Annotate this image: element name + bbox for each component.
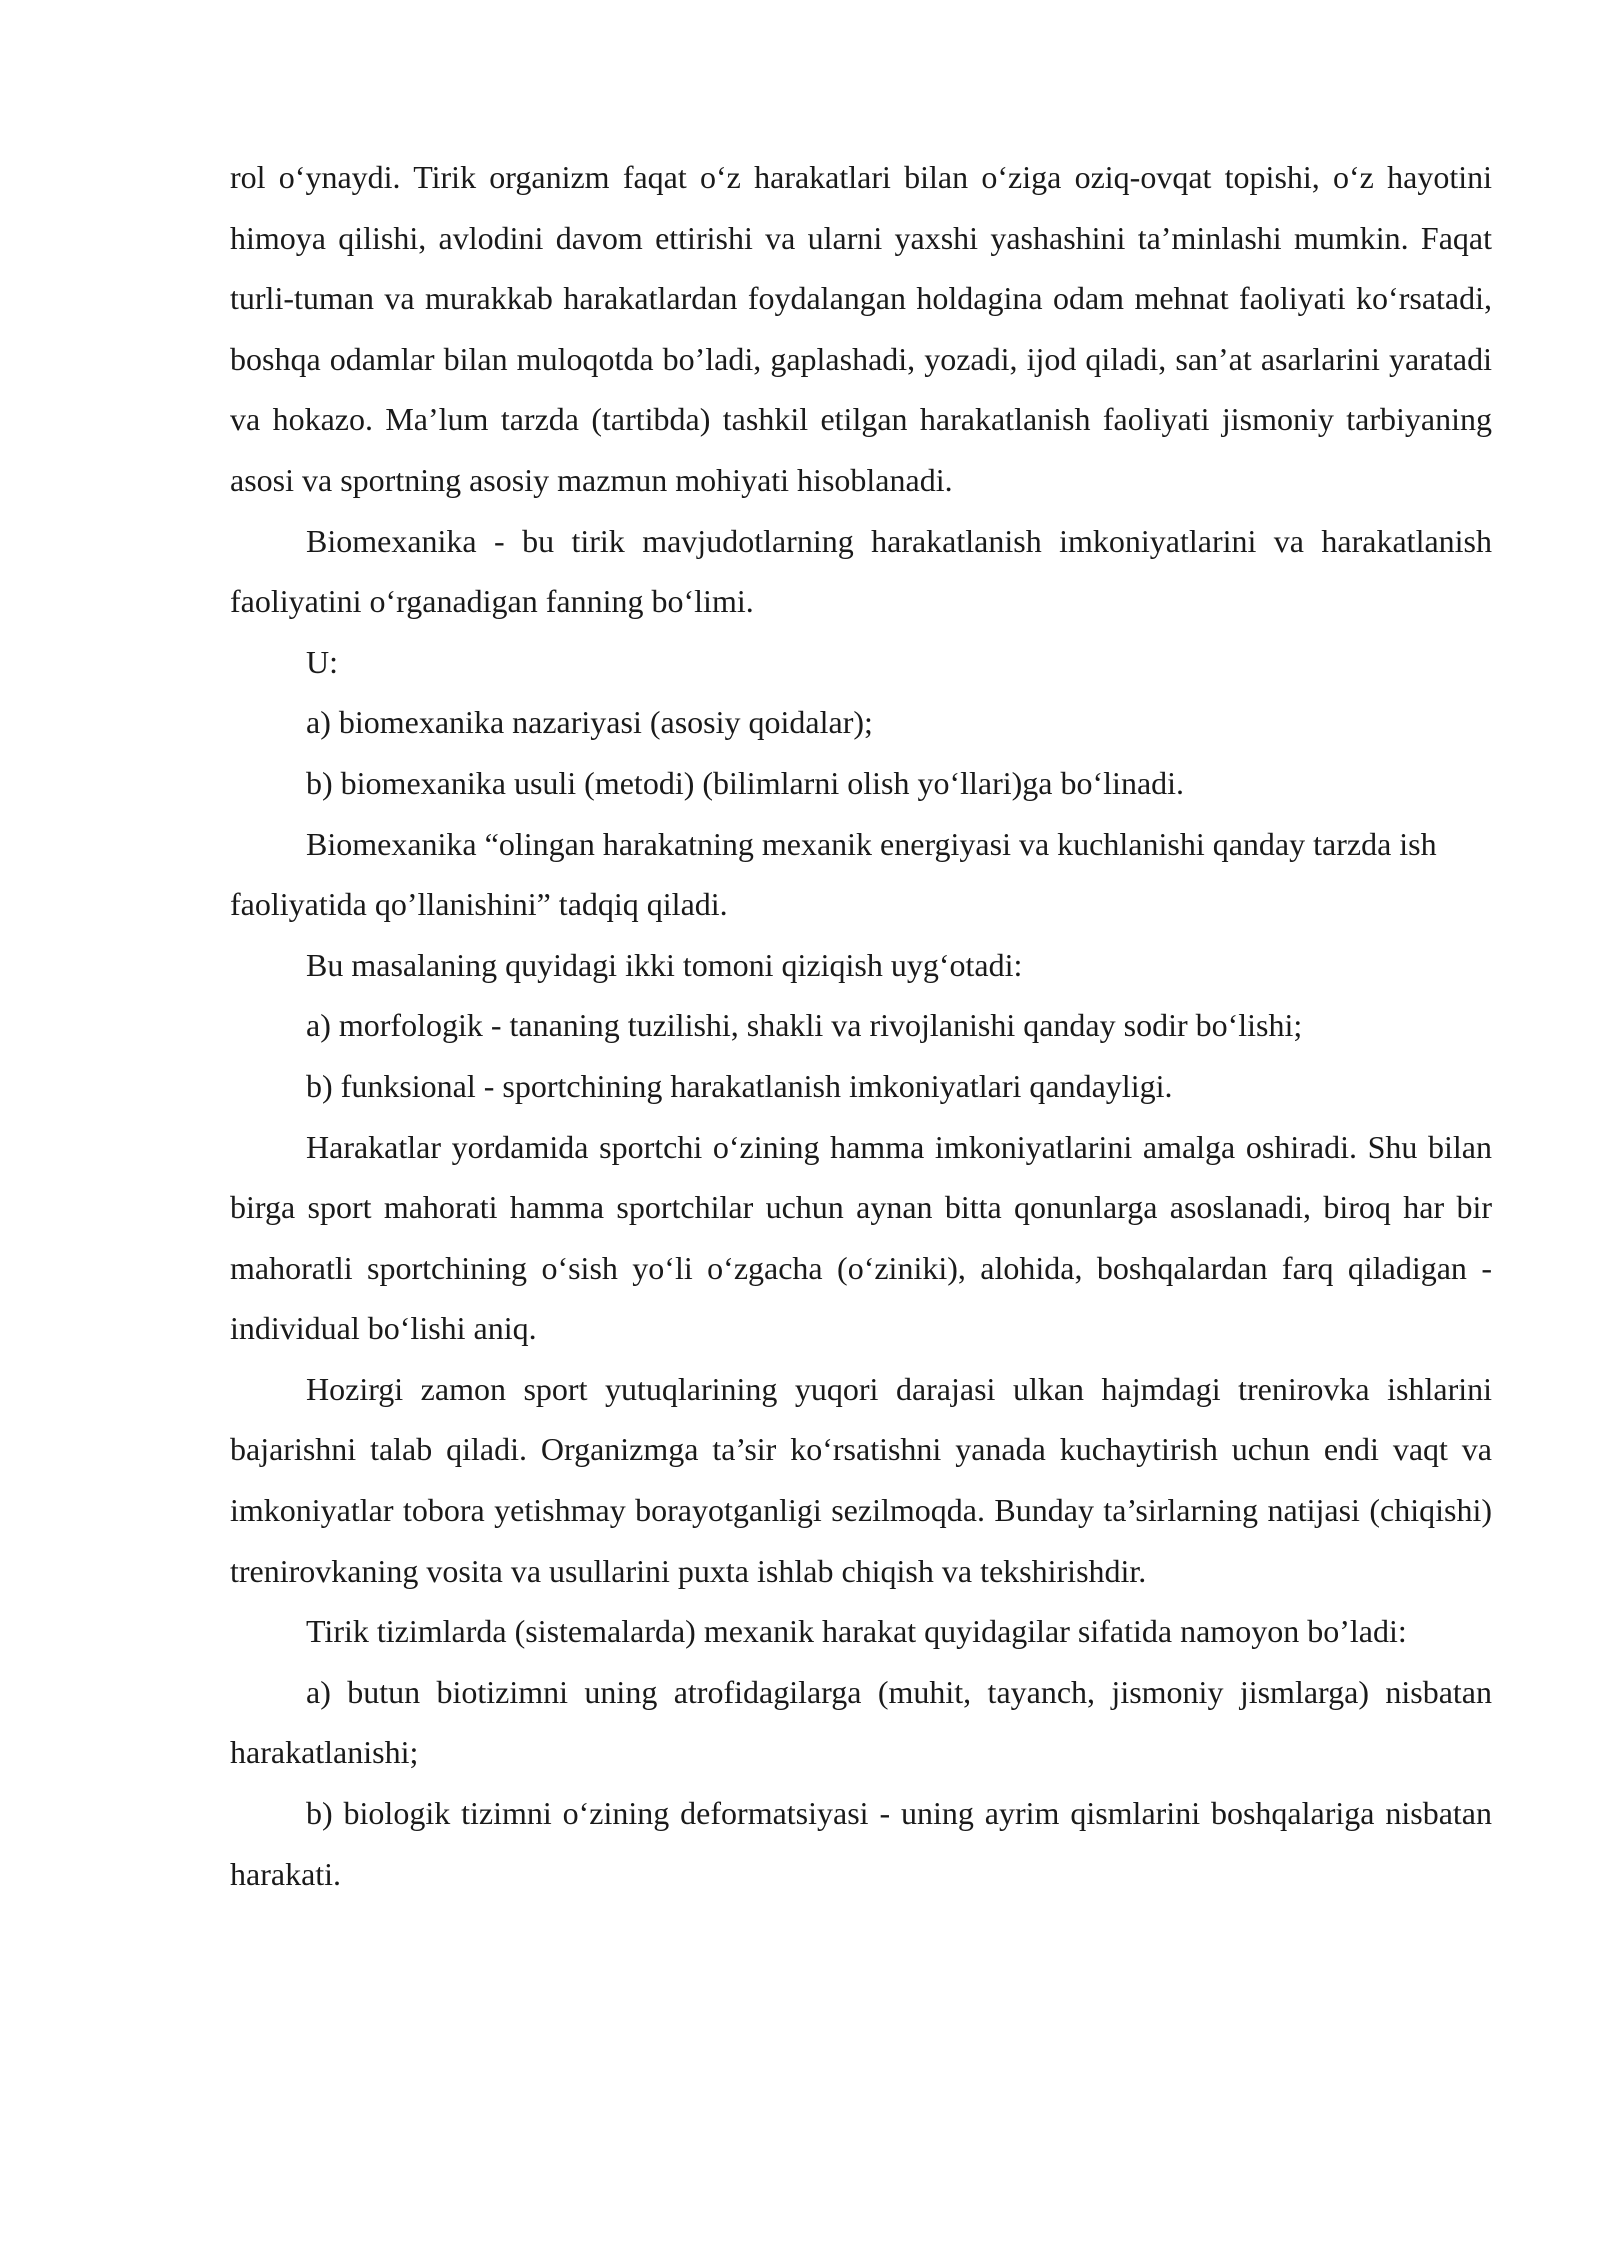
paragraph-modern-achievements: Hozirgi zamon sport yutuqlarining yuqori darajasi ulkan hajmdagi trenirovka ishlarini bajarishni talab qiladi. Organizmga ta’sir ko‘rsatishni yanada kuchaytirish uchun endi vaqt va imkoniyatlar tobora yetishmay borayotganligi sezilmoqda. Bunday ta’sirlarning natijasi (chiqishi) trenirovkaning vosita va usullarini puxta ishlab chiqish va tekshirishdir. — [230, 1370, 1492, 1589]
list-item-whole-system-motion: a) butun biotizimni uning atrofidagilarga (muhit, tayanch, jismoniy jismlarga) nisbatan harakatlanishi; — [230, 1673, 1492, 1771]
list-item-morphological: a) morfologik - tananing tuzilishi, shakli va rivojlanishi qanday sodir bo‘lishi; — [306, 1007, 1303, 1044]
list-item-theory: a) biomexanika nazariyasi (asosiy qoidalar); — [306, 704, 873, 741]
paragraph-biomechanics-definition: Biomexanika - bu tirik mavjudotlarning harakatlanish imkoniyatlarini va harakatlanish faoliyatini o‘rganadigan fanning bo‘limi. — [230, 522, 1492, 620]
paragraph-research-subject: Biomexanika “olingan harakatning mexanik energiyasi va kuchlanishi qanday tarzda ish faoliyatida qo’llanishini” tadqiq qiladi. — [230, 825, 1437, 923]
list-item-method: b) biomexanika usuli (metodi) (bilimlarni olish yo‘llari)ga bo‘linadi. — [306, 764, 1185, 801]
list-item-functional: b) funksional - sportchining harakatlanish imkoniyatlari qandayligi. — [306, 1067, 1173, 1104]
paragraph-sport-mastery: Harakatlar yordamida sportchi o‘zining hamma imkoniyatlarini amalga oshiradi. Shu bilan birga sport mahorati hamma sportchilar uchun aynan bitta qonunlarga asoslanadi, biroq har bir mahoratli sportchining o‘sish yo‘li o‘zgacha (o‘ziniki), alohida, boshqalardan farq qiladigan - individual bo‘lishi aniq. — [230, 1128, 1492, 1347]
paragraph-division-lead: U: — [306, 643, 338, 680]
document-body — [230, 147, 1492, 1904]
list-item-deformation: b) biologik tizimni o‘zining deformatsiyasi - uning ayrim qismlarini boshqalariga nisbatan harakati. — [230, 1795, 1492, 1892]
paragraph-intro-continuation: rol o‘ynaydi. Tirik organizm faqat o‘z harakatlari bilan o‘ziga oziq-ovqat topishi, o‘z hayotini himoya qilishi, avlodini davom ettirishi va ularni yaxshi yashashini ta’minlashi mumkin. Faqat turli-tuman va murakkab harakatlardan foydalangan holdagina odam mehnat faoliyati ko‘rsatadi, boshqa odamlar bilan muloqotda bo’ladi, gaplashadi, yozadi, ijod qiladi, san’at asarlarini yaratadi va hokazo. Ma’lum tarzda (tartibda) tashkil etilgan harakatlanish faoliyati jismoniy tarbiyaning asosi va sportning asosiy mazmun mohiyati hisoblanadi. — [230, 159, 1492, 498]
paragraph-mechanical-motion-lead: Tirik tizimlarda (sistemalarda) mexanik harakat quyidagilar sifatida namoyon bo’ladi: — [306, 1613, 1407, 1650]
paragraph-two-aspects-lead: Bu masalaning quyidagi ikki tomoni qiziqish uyg‘otadi: — [306, 946, 1023, 983]
